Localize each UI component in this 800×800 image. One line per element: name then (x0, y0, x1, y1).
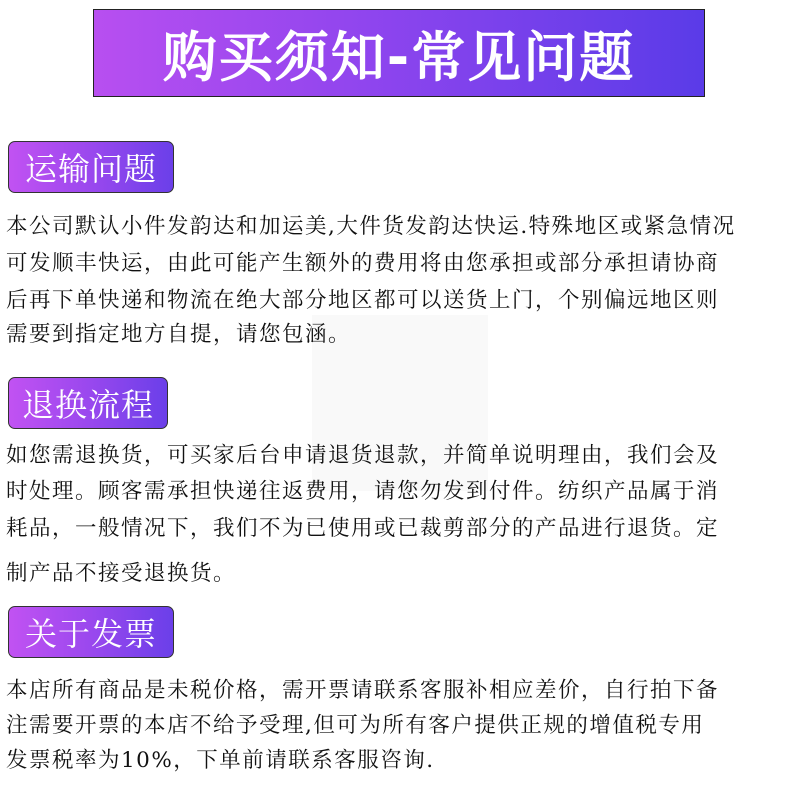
section-heading-label: 运输问题 (24, 150, 157, 188)
section-heading-label: 关于发票 (24, 615, 157, 653)
section-heading-shipping (8, 141, 174, 193)
section-heading-label: 退换流程 (21, 386, 154, 424)
page-title-banner (93, 9, 705, 97)
paragraph-line: 制产品不接受退换货。 (6, 561, 237, 586)
paragraph-line: 时处理。顾客需承担快递往返费用，请您勿发到付件。纺织产品属于消 (6, 479, 720, 504)
paragraph-line: 耗品，一般情况下，我们不为已使用或已裁剪部分的产品进行退货。定 (6, 516, 720, 541)
page-title: 购买须知-常见问题 (162, 25, 636, 89)
section-heading-invoice (8, 606, 174, 658)
paragraph-line: 本店所有商品是未税价格，需开票请联系客服补相应差价，自行拍下备 (6, 678, 720, 703)
paragraph-line: 发票税率为10%，下单前请联系客服咨询. (6, 748, 435, 773)
paragraph-line: 本公司默认小件发韵达和加运美,大件货发韵达快运.特殊地区或紧急情况 (6, 214, 736, 239)
paragraph-line: 可发顺丰快运，由此可能产生额外的费用将由您承担或部分承担请协商 (6, 251, 720, 276)
paragraph-line: 如您需退换货，可买家后台申请退货退款，并简单说明理由，我们会及 (6, 443, 720, 468)
paragraph-line: 后再下单快递和物流在绝大部分地区都可以送货上门，个别偏远地区则 (6, 288, 720, 313)
paragraph-line: 注需要开票的本店不给予受理,但可为所有客户提供正规的增值税专用 (6, 713, 705, 738)
section-heading-returns (8, 377, 168, 429)
paragraph-line: 需要到指定地方自提，请您包涵。 (6, 322, 352, 347)
